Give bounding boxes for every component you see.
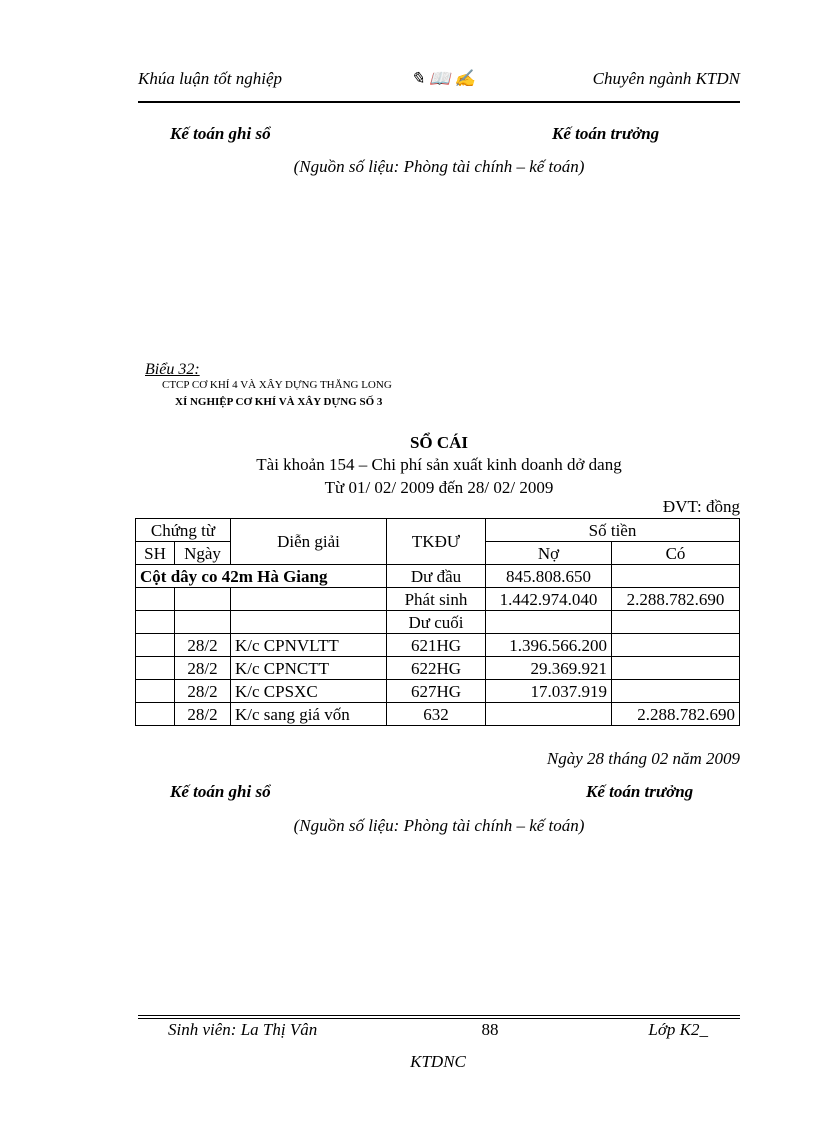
cell-sh: [136, 703, 175, 726]
table-row: [136, 611, 740, 634]
closing-label: Dư cuối: [387, 611, 486, 634]
cell-credit: [612, 657, 740, 680]
table-row: [136, 565, 740, 588]
cell-sh: [136, 680, 175, 703]
footer-class-continued: KTDNC: [410, 1052, 466, 1071]
closing-debit: [486, 611, 612, 634]
header-date: Ngày: [175, 542, 231, 565]
header-credit: Có: [612, 542, 740, 565]
cell-date: 28/2: [175, 703, 231, 726]
cell-date: 28/2: [175, 657, 231, 680]
opening-debit: 845.808.650: [486, 565, 612, 588]
header-sh: SH: [136, 542, 175, 565]
ledger-period: Từ 01/ 02/ 2009 đến 28/ 02/ 2009: [324, 478, 554, 497]
cell-sh: [136, 588, 175, 611]
top-signature-right: Kế toán trưởng: [552, 124, 660, 143]
opening-label: Dư đầu: [387, 565, 486, 588]
cell-date: 28/2: [175, 680, 231, 703]
table-header-row: [136, 519, 740, 542]
footer-page-number: 88: [481, 1020, 499, 1039]
cell-date: 28/2: [175, 634, 231, 657]
table-row: [136, 680, 740, 703]
cell-sh: [136, 657, 175, 680]
table-row: [136, 634, 740, 657]
footer-divider: [138, 1018, 740, 1019]
ledger-unit: ĐVT: đồng: [662, 497, 740, 516]
cell-debit: 29.369.921: [486, 657, 612, 680]
top-source-note: (Nguồn số liệu: Phòng tài chính – kế toán): [293, 157, 585, 176]
ledger-table: [135, 518, 740, 726]
cell-tkdu: 621HG: [387, 634, 486, 657]
header-amount: Số tiền: [486, 519, 740, 542]
cell-debit: [486, 703, 612, 726]
header-divider: [138, 101, 740, 103]
table-row: [136, 657, 740, 680]
header-left-text: Khúa luận tốt nghiệp: [138, 69, 283, 88]
closing-credit: [612, 611, 740, 634]
cell-tkdu: 632: [387, 703, 486, 726]
table-row: [136, 703, 740, 726]
cell-debit: 1.396.566.200: [486, 634, 612, 657]
cell-date: [175, 611, 231, 634]
movement-credit: 2.288.782.690: [612, 588, 740, 611]
cell-description: [231, 588, 387, 611]
footer-student: Sinh viên: La Thị Vân: [168, 1020, 318, 1039]
cell-sh: [136, 611, 175, 634]
ledger-title: SỔ CÁI: [409, 433, 469, 452]
header-tkdu: TKĐƯ: [387, 519, 486, 565]
cell-tkdu: 622HG: [387, 657, 486, 680]
opening-credit: [612, 565, 740, 588]
ledger-account: Tài khoản 154 – Chi phí sản xuất kinh doanh dở dang: [256, 455, 622, 474]
cell-description: K/c CPSXC: [231, 680, 387, 703]
cell-credit: [612, 634, 740, 657]
enterprise-name: XÍ NGHIỆP CƠ KHÍ VÀ XÂY DỰNG SỐ 3: [175, 396, 383, 408]
bottom-signature-right: Kế toán trưởng: [586, 782, 694, 801]
header-description: Diễn giải: [231, 519, 387, 565]
cell-description: K/c CPNVLTT: [231, 634, 387, 657]
cell-sh: [136, 634, 175, 657]
header-right-text: Chuyên ngành KTDN: [592, 69, 740, 88]
cell-description: K/c sang giá vốn: [231, 703, 387, 726]
bottom-source-note: (Nguồn số liệu: Phòng tài chính – kế toán): [293, 816, 585, 835]
ledger-date-line: Ngày 28 tháng 02 năm 2009: [546, 749, 740, 768]
table-row: [136, 588, 740, 611]
cell-description: [231, 611, 387, 634]
footer-divider: [138, 1015, 740, 1016]
cell-credit: [612, 680, 740, 703]
cell-credit: 2.288.782.690: [612, 703, 740, 726]
project-name: Cột dây co 42m Hà Giang: [136, 565, 387, 588]
company-name: CTCP CƠ KHÍ 4 VÀ XÂY DỰNG THĂNG LONG: [162, 379, 392, 391]
movement-label: Phát sinh: [387, 588, 486, 611]
footer-class: Lớp K2_: [648, 1020, 708, 1039]
top-signature-left: Kế toán ghi sổ: [170, 124, 271, 143]
header-debit: Nợ: [486, 542, 612, 565]
header-voucher: Chứng từ: [136, 519, 231, 542]
cell-tkdu: 627HG: [387, 680, 486, 703]
cell-date: [175, 588, 231, 611]
bieu-label: Biểu 32:: [145, 361, 200, 378]
movement-debit: 1.442.974.040: [486, 588, 612, 611]
header-ornament-icon: ✎ 📖 ✍: [410, 69, 476, 88]
bottom-signature-left: Kế toán ghi sổ: [170, 782, 271, 801]
cell-debit: 17.037.919: [486, 680, 612, 703]
cell-description: K/c CPNCTT: [231, 657, 387, 680]
